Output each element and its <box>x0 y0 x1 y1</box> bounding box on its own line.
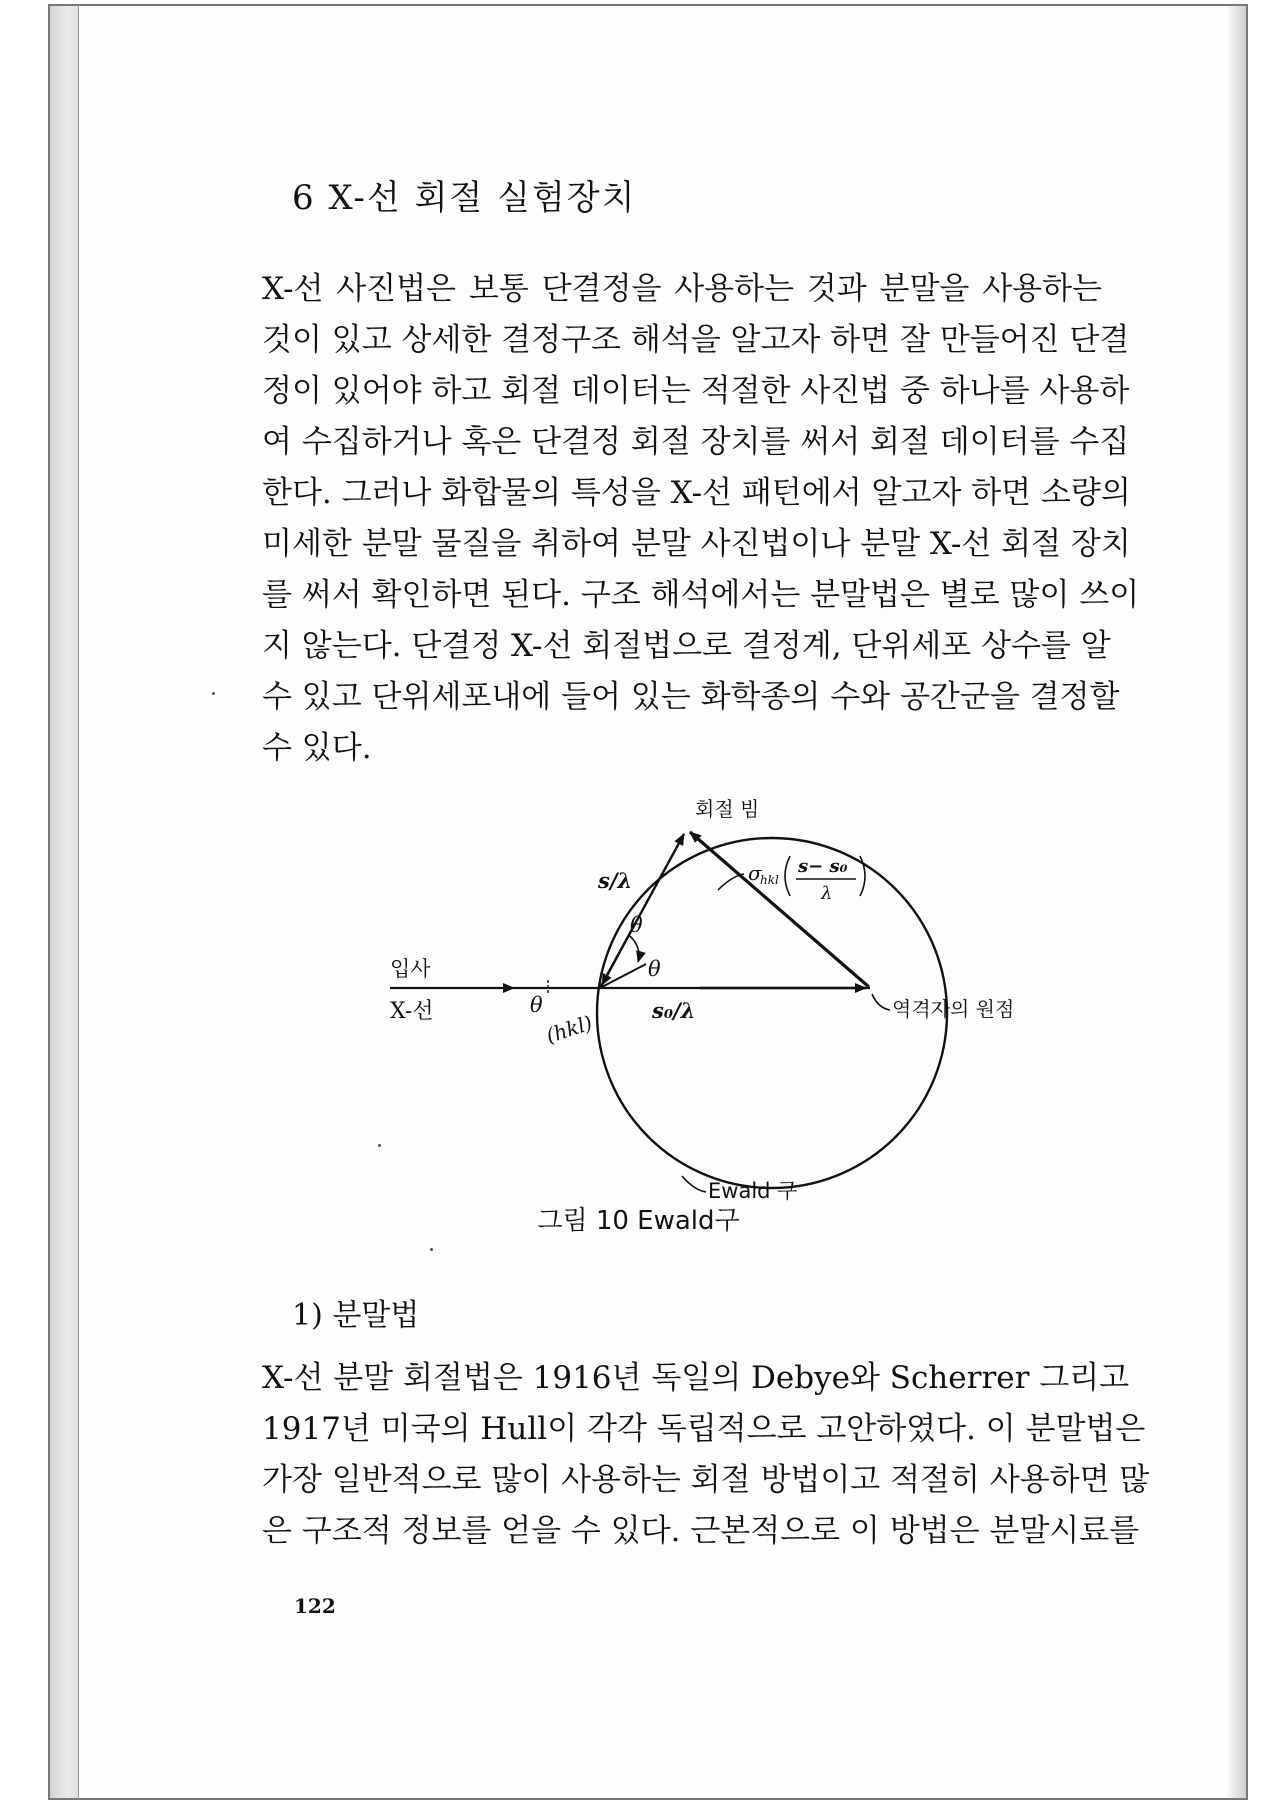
text-line: 한다. 그러나 화합물의 특성을 X-선 패턴에서 알고자 하면 소량의 <box>262 475 1131 511</box>
paragraph-2 <box>262 1353 1150 1557</box>
label-frac-denominator: λ <box>821 883 833 904</box>
text-line: 미세한 분말 물질을 취하여 분말 사진법이나 분말 X-선 회절 장치 <box>262 526 1131 562</box>
text-line: X-선 분말 회절법은 1916년 독일의 Debye와 Scherrer 그리고 <box>262 1360 1130 1396</box>
text-line: 은 구조적 정보를 얻을 수 있다. 근본적으로 이 방법은 분말시료를 <box>262 1513 1140 1549</box>
left-paren <box>785 856 790 896</box>
text-line: 정이 있어야 하고 회절 데이터는 적절한 사진법 중 하나를 사용하 <box>262 373 1130 409</box>
label-sigma-sub: hkl <box>760 873 779 887</box>
ewald-leader <box>682 1176 706 1192</box>
label-theta-right: θ <box>648 957 661 981</box>
label-incident-2: X-선 <box>390 999 434 1024</box>
subsection-title: 1) 분말법 <box>292 1298 420 1333</box>
page-edge-shadow <box>1226 6 1246 1798</box>
label-ewald: Ewald 구 <box>708 1179 798 1203</box>
text-line: 것이 있고 상세한 결정구조 해석을 알고자 하면 잘 만들어진 단결 <box>262 322 1130 358</box>
text-line: 1917년 미국의 Hull이 각각 독립적으로 고안하였다. 이 분말법은 <box>262 1411 1146 1447</box>
text-line: 가장 일반적으로 많이 사용하는 회절 방법이고 적절히 사용하면 많 <box>262 1462 1150 1498</box>
label-s0-over-lambda: s₀/λ <box>652 998 696 1023</box>
book-spine <box>48 4 80 1800</box>
label-theta-left: θ <box>530 993 543 1017</box>
theta-arc-upper <box>630 936 639 962</box>
label-s-over-lambda: s/λ <box>598 868 633 893</box>
origin-leader <box>872 994 890 1010</box>
text-line: 지 않는다. 단결정 X-선 회절법으로 결정계, 단위세포 상수를 알 <box>262 628 1111 664</box>
text-line: X-선 사진법은 보통 단결정을 사용하는 것과 분말을 사용하는 <box>262 271 1102 307</box>
label-frac-numerator: s− s₀ <box>798 856 848 877</box>
label-diffracted-beam: 회절 빔 <box>695 797 760 821</box>
label-theta-upper: θ <box>630 913 643 937</box>
speck <box>212 692 215 695</box>
text-line: 를 써서 확인하면 된다. 구조 해석에서는 분말법은 별로 많이 쓰이 <box>262 577 1140 613</box>
paragraph-1 <box>262 264 1140 774</box>
text-line: 여 수집하거나 혹은 단결정 회절 장치를 써서 회절 데이터를 수집 <box>262 424 1130 460</box>
speck <box>378 1144 381 1147</box>
section-title: 6 X-선 회절 실험장치 <box>292 178 637 218</box>
page-number: 122 <box>294 1594 336 1618</box>
text-line: 수 있고 단위세포내에 들어 있는 화학종의 수와 공간군을 결정할 <box>262 679 1120 715</box>
text-line: 수 있다. <box>262 730 372 766</box>
figure-caption: 그림 10 Ewald구 <box>537 1206 740 1236</box>
label-hkl: (hkl) <box>543 1010 596 1048</box>
label-origin: 역격자의 원점 <box>892 997 1015 1021</box>
label-sigma: σ <box>748 861 762 885</box>
label-incident-1: 입사 <box>390 957 431 981</box>
speck <box>430 1248 433 1251</box>
ewald-sphere-diagram <box>360 780 1015 1220</box>
